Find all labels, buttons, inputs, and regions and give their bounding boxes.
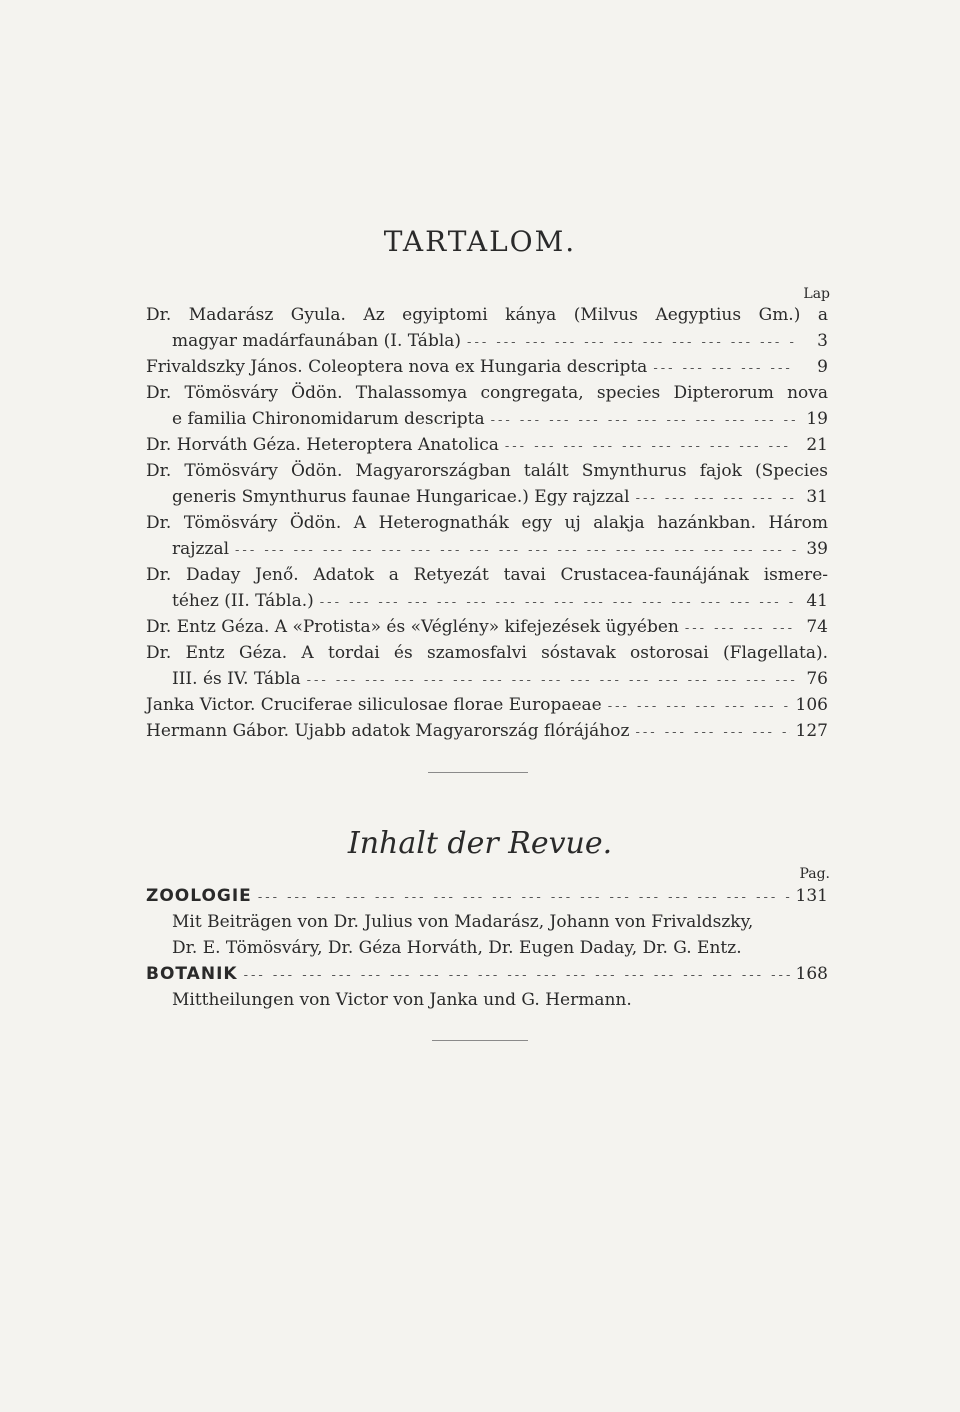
toc-entry-5-line-1: Dr. Tömösváry Ödön. Magyarországban talált Smynthurus fajok (Species: [146, 461, 828, 481]
pag-column-label: Pag.: [799, 866, 830, 882]
toc-entry-1-line-1: Dr. Madarász Gyula. Az egyiptomi kánya (Milvus Aegyptius Gm.) a: [146, 305, 828, 325]
toc-entry-2: Frivaldszky János. Coleoptera nova ex Hungaria descripta --- - 9: [146, 354, 828, 382]
toc-entry-6-line-2: rajzzal --- - 39: [172, 536, 828, 564]
page-title: TARTALOM.: [383, 225, 577, 258]
end-divider: [432, 1040, 528, 1041]
revue-zoologie-line-2: Mit Beiträgen von Dr. Julius von Madarász, Johann von Frivaldszky,: [172, 912, 754, 932]
toc-page-number: 74: [806, 617, 828, 637]
toc-entry-1-line-2: magyar madárfaunában (I. Tábla) --- - 3: [172, 328, 828, 356]
toc-entry-9-line-1: Dr. Entz Géza. A tordai és szamosfalvi sóstavak ostorosai (Flagellata).: [146, 643, 828, 663]
revue-zoologie-line-3: Dr. E. Tömösváry, Dr. Géza Horváth, Dr. Eugen Daday, Dr. G. Entz.: [172, 938, 742, 958]
revue-zoologie: [146, 883, 828, 911]
revue-botanik: [146, 961, 828, 989]
toc-page-number: 9: [817, 357, 828, 377]
revue-heading: ZOOLOGIE: [146, 886, 252, 906]
toc-page-number: 21: [806, 435, 828, 455]
revue-heading: BOTANIK: [146, 964, 238, 984]
toc-entry-3-line-2: e familia Chironomidarum descripta --- - 19: [172, 406, 828, 434]
section-divider: [428, 772, 528, 773]
toc-page-number: 76: [806, 669, 828, 689]
toc-page-number: 39: [806, 539, 828, 559]
revue-page-number: 168: [795, 964, 828, 984]
toc-page-number: 106: [795, 695, 828, 715]
toc-page-number: 3: [817, 331, 828, 351]
toc-page-number: 41: [806, 591, 828, 611]
toc-page-number: 127: [795, 721, 828, 741]
toc-entry-4: Dr. Horváth Géza. Heteroptera Anatolica --- - 21: [146, 432, 828, 460]
toc-entry-8: Dr. Entz Géza. A «Protista» és «Véglény» kifejezések ügyében --- - 74: [146, 614, 828, 642]
toc-page-number: 31: [806, 487, 828, 507]
toc-entry-7-line-2: téhez (II. Tábla.) --- - 41: [172, 588, 828, 616]
toc-entry-3-line-1: Dr. Tömösváry Ödön. Thalassomya congregata, species Dipterorum nova: [146, 383, 828, 403]
toc-entry-9-line-2: III. és IV. Tábla --- - 76: [172, 666, 828, 694]
toc-entry-10: Janka Victor. Cruciferae siliculosae florae Europaeae --- - 106: [146, 692, 828, 720]
toc-entry-6-line-1: Dr. Tömösváry Ödön. A Heterognathák egy uj alakja hazánkban. Három: [146, 513, 828, 533]
revue-page-number: 131: [795, 886, 828, 906]
toc-entry-5-line-2: generis Smynthurus faunae Hungaricae.) Egy rajzzal --- - 31: [172, 484, 828, 512]
toc-entry-7-line-1: Dr. Daday Jenő. Adatok a Retyezát tavai Crustacea-faunájának ismere-: [146, 565, 828, 585]
revue-title: Inhalt der Revue.: [347, 826, 613, 861]
toc-page-number: 19: [806, 409, 828, 429]
toc-entry-11: Hermann Gábor. Ujabb adatok Magyarország flórájához --- - 127: [146, 718, 828, 746]
lap-column-label: Lap: [803, 286, 830, 302]
revue-botanik-line-2: Mittheilungen von Victor von Janka und G. Hermann.: [172, 990, 632, 1010]
